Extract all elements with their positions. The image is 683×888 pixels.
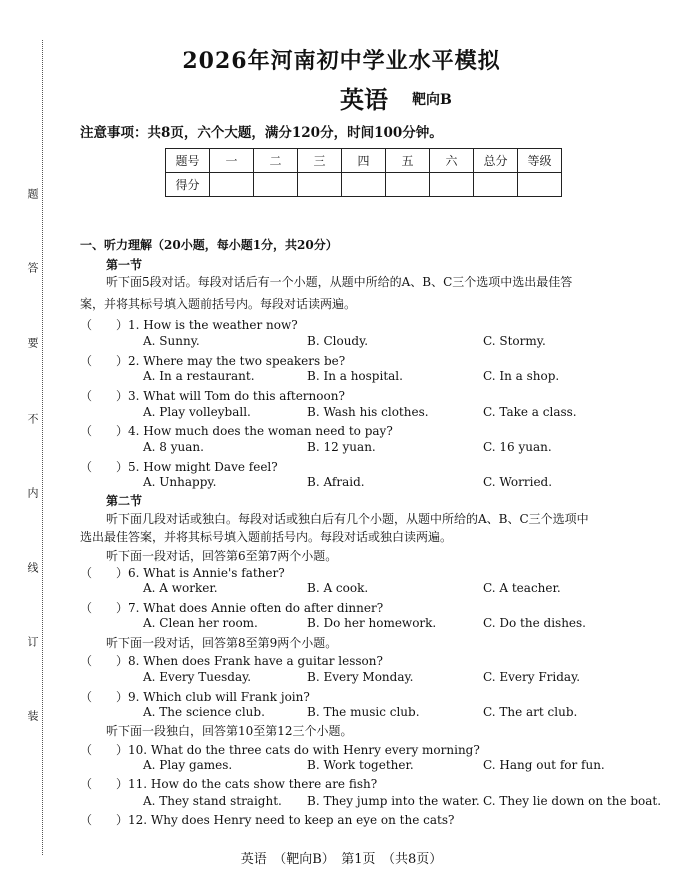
binding-margin-word: 要 xyxy=(26,337,39,348)
question-stem: （ ）1. How is the weather now? xyxy=(80,318,298,332)
question-stem: （ ）10. What do the three cats do with Henry every morning? xyxy=(80,743,480,757)
answer-option: B. 12 yuan. xyxy=(307,440,376,454)
answer-option: C. 16 yuan. xyxy=(483,440,552,454)
answer-option: C. Take a class. xyxy=(483,405,577,419)
question-stem: （ ）12. Why does Henry need to keep an eye on the cats? xyxy=(80,813,455,827)
answer-option: B. In a hospital. xyxy=(307,369,403,383)
score-header-cell: 三 xyxy=(298,149,342,173)
answer-option: C. Stormy. xyxy=(483,334,546,348)
instruction-text: 第一节 xyxy=(106,258,143,272)
instruction-text: 第二节 xyxy=(106,494,143,508)
question-stem: （ ）11. How do the cats show there are fish? xyxy=(80,777,378,791)
answer-option: A. A worker. xyxy=(143,581,218,595)
score-header-cell: 二 xyxy=(254,149,298,173)
instruction-text: 听下面一段对话，回答第6至第7两个小题。 xyxy=(106,549,338,563)
question-stem: （ ）5. How might Dave feel? xyxy=(80,460,278,474)
score-header-row xyxy=(166,149,562,173)
subject-version: 靶向B xyxy=(412,92,452,108)
binding-margin-word: 不 xyxy=(26,413,39,424)
score-header-cell: 五 xyxy=(386,149,430,173)
exam-title: 2026年河南初中学业水平模拟 xyxy=(182,48,501,74)
page-footer: 英语 （靶向B） 第1页 （共8页） xyxy=(240,852,443,867)
answer-option: A. They stand straight. xyxy=(143,794,282,808)
binding-margin-word: 内 xyxy=(26,487,39,498)
answer-option: B. Wash his clothes. xyxy=(307,405,429,419)
notice-text: 注意事项：共8页，六个大题，满分120分，时间100分钟。 xyxy=(80,125,443,141)
answer-option: C. They lie down on the boat. xyxy=(483,794,662,808)
answer-option: C. A teacher. xyxy=(483,581,561,595)
answer-option: B. A cook. xyxy=(307,581,369,595)
answer-option: C. In a shop. xyxy=(483,369,560,383)
answer-option: B. Every Monday. xyxy=(307,670,414,684)
instruction-text: 一、听力理解（20小题，每小题1分，共20分） xyxy=(80,238,338,252)
question-stem: （ ）6. What is Annie's father? xyxy=(80,566,285,580)
question-stem: （ ）8. When does Frank have a guitar lesson? xyxy=(80,654,383,668)
score-header-cell: 六 xyxy=(430,149,474,173)
question-stem: （ ）4. How much does the woman need to pay? xyxy=(80,424,393,438)
score-header-cell: 题号 xyxy=(166,149,210,173)
score-header-cell: 四 xyxy=(342,149,386,173)
answer-option: A. In a restaurant. xyxy=(143,369,255,383)
answer-option: A. Every Tuesday. xyxy=(143,670,252,684)
score-table xyxy=(165,148,562,197)
instruction-text: 听下面一段对话，回答第8至第9两个小题。 xyxy=(106,636,338,650)
score-header-cell: 总分 xyxy=(474,149,518,173)
instruction-text: 听下面5段对话。每段对话后有一个小题，从题中所给的A、B、C三个选项中选出最佳答 xyxy=(106,275,573,289)
question-stem: （ ）7. What does Annie often do after dinner? xyxy=(80,601,384,615)
score-row xyxy=(166,173,562,197)
answer-option: A. 8 yuan. xyxy=(143,440,204,454)
answer-option: C. Hang out for fun. xyxy=(483,758,605,772)
instruction-text: 选出最佳答案，并将其标号填入题前括号内。每段对话或独白读两遍。 xyxy=(80,530,453,544)
answer-option: C. Worried. xyxy=(483,475,553,489)
score-header-cell: 一 xyxy=(210,149,254,173)
binding-margin-word: 线 xyxy=(26,562,39,573)
answer-option: C. Every Friday. xyxy=(483,670,581,684)
answer-option: B. Work together. xyxy=(307,758,414,772)
score-row-label: 得分 xyxy=(166,173,210,197)
answer-option: B. The music club. xyxy=(307,705,420,719)
subject-title: 英语 xyxy=(340,85,388,114)
score-input-cell[interactable] xyxy=(386,173,430,197)
binding-margin-word: 装 xyxy=(26,710,39,721)
instruction-text: 听下面几段对话或独白。每段对话或独白后有几个小题，从题中所给的A、B、C三个选项中 xyxy=(106,512,589,526)
binding-margin-word: 答 xyxy=(26,262,39,273)
score-input-cell[interactable] xyxy=(342,173,386,197)
binding-line xyxy=(42,40,43,855)
score-input-cell[interactable] xyxy=(430,173,474,197)
answer-option: A. The science club. xyxy=(143,705,265,719)
answer-option: B. Do her homework. xyxy=(307,616,437,630)
question-stem: （ ）3. What will Tom do this afternoon? xyxy=(80,389,345,403)
answer-option: B. They jump into the water. xyxy=(307,794,480,808)
score-input-cell[interactable] xyxy=(474,173,518,197)
score-header-cell: 等级 xyxy=(518,149,562,173)
score-input-cell[interactable] xyxy=(210,173,254,197)
instruction-text: 听下面一段独白，回答第10至第12三个小题。 xyxy=(106,724,353,738)
binding-margin-word: 订 xyxy=(26,636,39,647)
binding-margin-word: 题 xyxy=(26,188,39,199)
answer-option: A. Sunny. xyxy=(143,334,200,348)
instruction-text: 案，并将其标号填入题前括号内。每段对话读两遍。 xyxy=(80,297,357,311)
score-input-cell[interactable] xyxy=(518,173,562,197)
answer-option: C. The art club. xyxy=(483,705,578,719)
answer-option: B. Cloudy. xyxy=(307,334,369,348)
answer-option: C. Do the dishes. xyxy=(483,616,586,630)
question-stem: （ ）2. Where may the two speakers be? xyxy=(80,354,346,368)
score-input-cell[interactable] xyxy=(298,173,342,197)
answer-option: B. Afraid. xyxy=(307,475,365,489)
answer-option: A. Clean her room. xyxy=(143,616,258,630)
answer-option: A. Play volleyball. xyxy=(143,405,251,419)
answer-option: A. Unhappy. xyxy=(143,475,217,489)
score-input-cell[interactable] xyxy=(254,173,298,197)
question-stem: （ ）9. Which club will Frank join? xyxy=(80,690,310,704)
answer-option: A. Play games. xyxy=(143,758,233,772)
